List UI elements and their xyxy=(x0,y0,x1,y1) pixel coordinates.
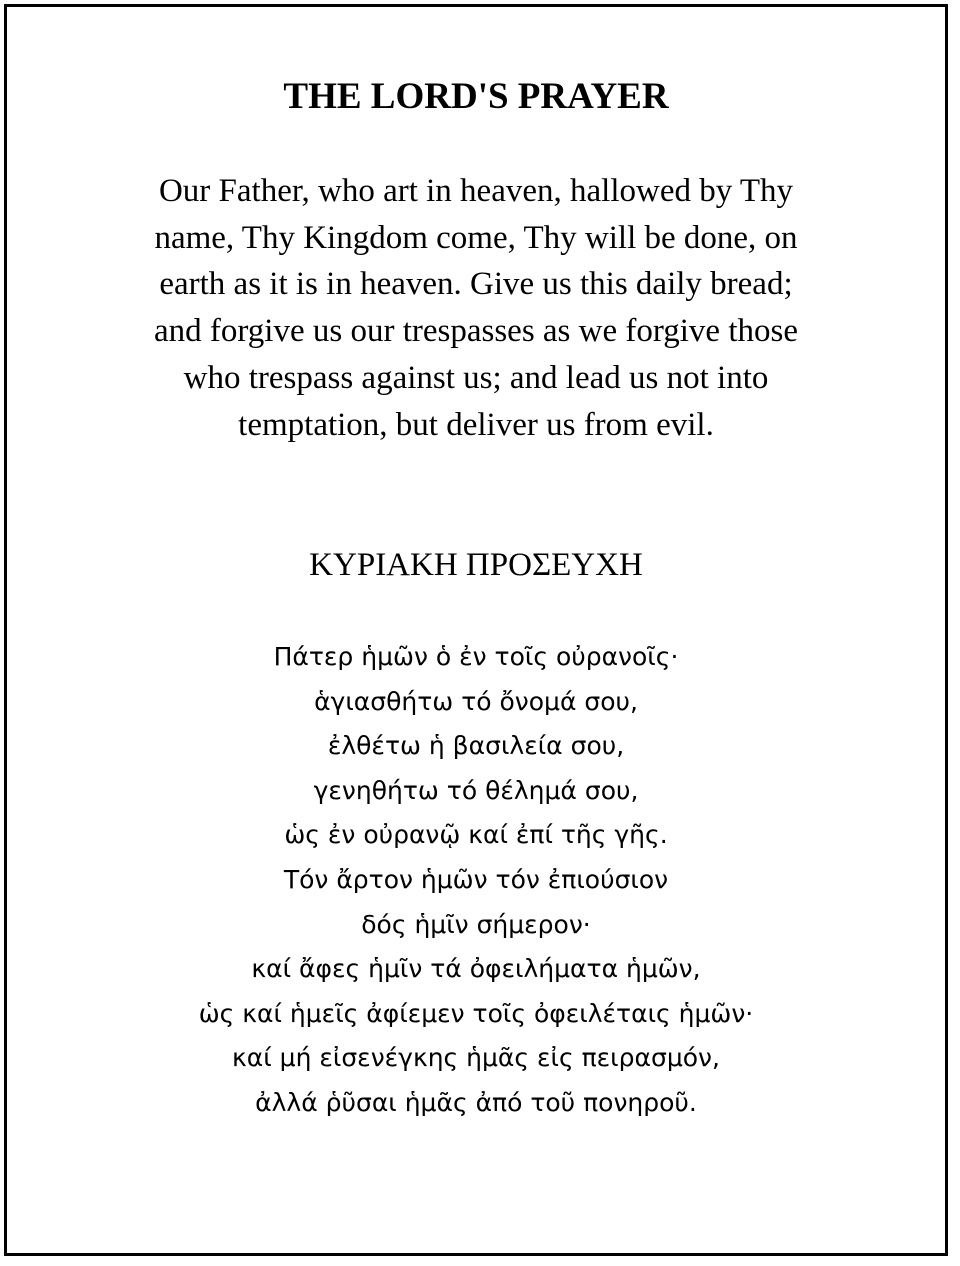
greek-line: ἁγιασθήτω τό ὄνομά σου, xyxy=(314,686,638,716)
greek-line: Πάτερ ἡμῶν ὁ ἐν τοῖς οὐρανοῖς· xyxy=(273,642,679,671)
greek-prayer-text xyxy=(27,635,925,1126)
greek-line: γενηθήτω τό θέλημά σου, xyxy=(313,775,639,805)
page-border-frame xyxy=(4,4,948,1256)
english-line: who trespass against us; and lead us not into xyxy=(183,359,769,396)
greek-line: καί ἄφες ἡμῖν τά ὀφειλήματα ἡμῶν, xyxy=(251,954,701,984)
english-title: THE LORD'S PRAYER xyxy=(283,76,669,117)
greek-line: ὡς ἐν οὐρανῷ καί ἐπί τῆς γῆς. xyxy=(284,820,668,850)
english-line: temptation, but deliver us from evil. xyxy=(238,406,714,443)
english-line: and forgive us our trespasses as we forgive those xyxy=(154,313,798,350)
greek-title: ΚΥΡΙΑΚΗ ΠΡΟΣΕΥΧΗ xyxy=(309,547,643,583)
greek-line: δός ἡμῖν σήμερον· xyxy=(361,909,591,939)
english-line: name, Thy Kingdom come, Thy will be done, on xyxy=(154,219,798,256)
english-line: Our Father, who art in heaven, hallowed by Thy xyxy=(158,173,794,209)
greek-line: ἐλθέτω ἡ βασιλεία σου, xyxy=(327,731,625,761)
english-prayer-text xyxy=(47,168,905,448)
english-line: earth as it is in heaven. Give us this daily bread; xyxy=(159,266,793,303)
greek-line: καί μή εἰσενέγκης ἡμᾶς εἰς πειρασμόν, xyxy=(232,1043,720,1073)
greek-line: Τόν ἄρτον ἡμῶν τόν ἐπιούσιον xyxy=(283,864,669,894)
greek-line: ἀλλά ῥῦσαι ἡμᾶς ἀπό τοῦ πονηροῦ. xyxy=(255,1087,697,1117)
greek-line: ὡς καί ἡμεῖς ἀφίεμεν τοῖς ὀφειλέταις ἡμῶν· xyxy=(198,998,754,1028)
